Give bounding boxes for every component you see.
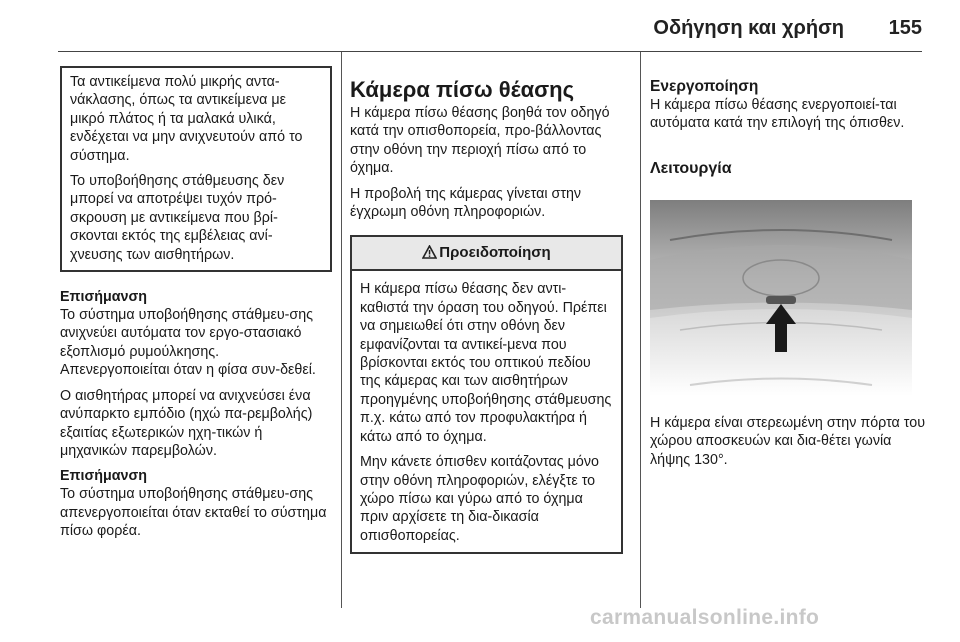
column-right [650,52,925,606]
column-divider-1 [341,52,342,608]
column-middle [350,52,626,606]
info-box [60,66,332,272]
note-heading: Επισήμανση [60,468,147,485]
info-box-paragraph: Τα αντικείμενα πολύ μικρής αντα-νάκλασης, όπως τα αντικείμενα με μικρό πλάτος ή τα μαλακά υλικά, ενδέχεται να μην ανιχνευτούν από το σύστημα. [70,74,303,164]
warning-triangle-icon [422,245,437,263]
section-title: Κάμερα πίσω θέασης [350,77,575,102]
rear-camera-photo [650,200,912,396]
warning-title: Προειδοποίηση [439,244,551,262]
column-left [60,52,330,606]
photo-caption: Η κάμερα είναι στερεωμένη στην πόρτα του χώρου αποσκευών και δια-θέτει γωνία λήψης 130°. [650,414,926,468]
note-text: Το σύστημα υποβοήθησης στάθμευ-σης απενεργοποιείται όταν εκταθεί το σύστημα πίσω φορέα. [60,486,327,540]
warning-paragraph: Η κάμερα πίσω θέασης δεν αντι-καθιστά την όραση του οδηγού. Πρέπει να σημειωθεί ότι στην οθόνη δεν εμφανίζονται τα αντικεί-μενα που βρίσκονται εκτός του οπτικού πεδίου της κάμερας και των αισθητήρων προηγμένης υποβοήθησης στάθμευσης π.χ. κάτω από τον προφυλακτήρα ή κάτω από το όχημα. [360,281,612,445]
note-heading: Επισήμανση [60,289,147,306]
intro-paragraph: Η προβολή της κάμερας γίνεται στην έγχρωμη οθόνη πληροφοριών. [350,185,582,221]
column-divider-2 [640,52,641,608]
activation-text: Η κάμερα πίσω θέασης ενεργοποιεί-ται αυτόματα κατά την επιλογή της όπισθεν. [650,97,905,132]
warning-header [352,237,621,271]
page-header [0,0,960,52]
tailgate-illustration [650,200,912,396]
note-text: Ο αισθητήρας μπορεί να ανιχνεύσει ένα ανύπαρκτο εμπόδιο (ηχώ πα-ρεμβολής) εξαιτίας εξωτερικών ηχη-τικών ή μηχανικών παρεμβολών. [60,387,313,459]
info-box-paragraph: Το υποβοήθησης στάθμευσης δεν μπορεί να αποτρέψει τυχόν πρό-σκρουση με αντικείμενα που βρί-σκονται εκτός της εμβέλειας ανί-χνευσης των αισθητήρων. [70,173,285,263]
warning-box [350,235,623,554]
warning-paragraph: Μην κάνετε όπισθεν κοιτάζοντας μόνο στην οθόνη πληροφοριών, ελέγξτε το χώρο πίσω και γύρω από το όχημα πριν αρχίσετε τη δια-δικασία οπισθοπορείας. [360,454,599,544]
intro-paragraph: Η κάμερα πίσω θέασης βοηθά τον οδηγό κατά την οπισθοπορεία, προ-βάλλοντας στην οθόνη την περιοχή πίσω από το όχημα. [350,105,610,177]
operation-heading: Λειτουργία [650,159,732,177]
page-header-title: Οδήγηση και χρήση [653,17,844,39]
page-number: 155 [888,17,922,39]
note-text: Το σύστημα υποβοήθησης στάθμευ-σης ανιχνεύει αυτόματα τον εργο-στασιακό εξοπλισμό ρυμούλκησης. Απενεργοποιείται όταν η φίσα συν-δεθεί. [60,307,316,379]
activation-heading: Ενεργοποίηση [650,78,759,95]
warning-body [352,271,621,552]
watermark: carmanualsonline.info [590,606,820,629]
